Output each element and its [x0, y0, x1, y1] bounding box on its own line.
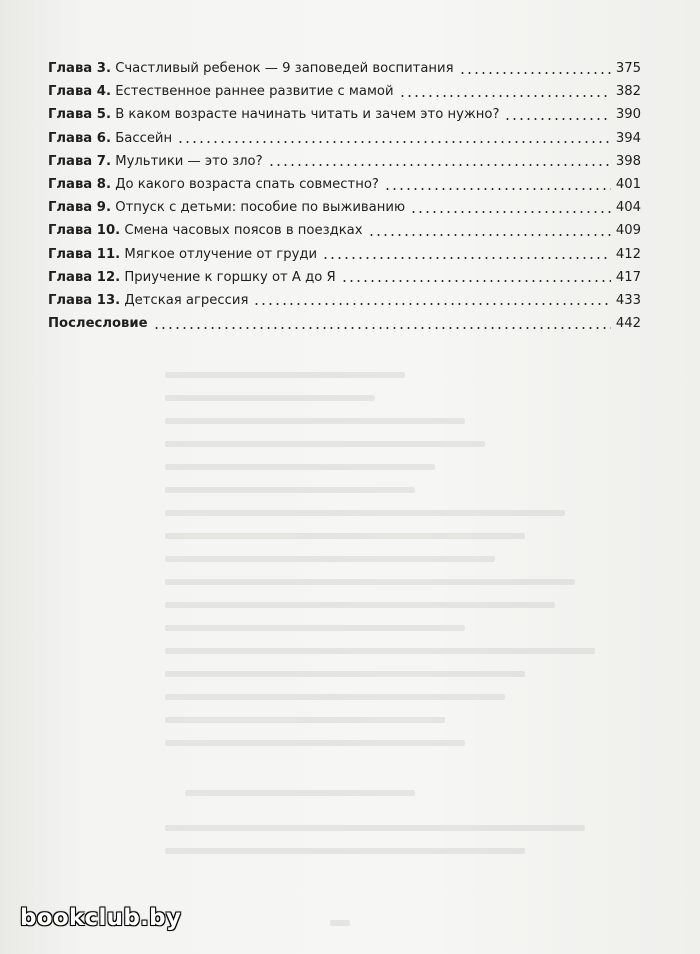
toc-entry-page: 404 — [615, 200, 641, 216]
toc-entry-title: Отпуск с детьми: пособие по выживанию — [115, 200, 406, 216]
toc-entry-page: 409 — [615, 223, 641, 239]
toc-entry — [48, 127, 641, 150]
toc-entry-page: 394 — [615, 130, 641, 146]
toc-entry-page: 390 — [615, 107, 641, 123]
toc-entry — [48, 150, 641, 173]
toc-entry-title: Смена часовых поясов в поездках — [124, 223, 363, 239]
toc-entry-number: Глава 10. — [48, 223, 121, 239]
toc-leader-dots — [177, 141, 611, 143]
toc-entry-title: В каком возрасте начинать читать и зачем это нужно? — [115, 107, 500, 123]
toc-entry — [48, 219, 641, 242]
toc-entry-number: Послесловие — [48, 316, 148, 332]
toc-entry-number: Глава 11. — [48, 246, 121, 262]
toc-entry-page: 398 — [615, 153, 641, 169]
toc-entry-page: 382 — [615, 84, 641, 100]
toc-leader-dots — [384, 188, 611, 190]
toc-entry — [48, 243, 641, 266]
toc-leader-dots — [253, 303, 610, 305]
toc-entry-title: Естественное раннее развитие с мамой — [115, 84, 394, 100]
toc-leader-dots — [459, 72, 611, 74]
toc-entry-title: Детская агрессия — [124, 292, 249, 308]
toc-entry-page: 401 — [615, 176, 641, 192]
toc-entry — [48, 57, 641, 80]
toc-entry-title: Мягкое отлучение от груди — [124, 246, 318, 262]
toc-entry-page: 375 — [615, 61, 641, 76]
toc-leader-dots — [504, 118, 610, 120]
toc-entry-page: 442 — [615, 316, 641, 332]
toc-entry-page: 433 — [615, 292, 641, 308]
toc-entry-number: Глава 5. — [48, 107, 111, 123]
toc-leader-dots — [399, 95, 611, 97]
toc-leader-dots — [153, 327, 611, 329]
toc-entry-title: Приучение к горшку от А до Я — [124, 269, 336, 285]
table-of-contents — [48, 57, 641, 335]
toc-entry-number: Глава 9. — [48, 200, 111, 216]
toc-entry — [48, 312, 641, 335]
toc-entry-title: Бассейн — [115, 130, 173, 146]
toc-entry-number: Глава 4. — [48, 84, 111, 100]
watermark-text: bookclub.by — [20, 905, 182, 931]
toc-leader-dots — [410, 211, 611, 213]
toc-entry — [48, 103, 641, 126]
toc-entry — [48, 196, 641, 219]
toc-entry-number: Глава 7. — [48, 153, 111, 169]
toc-entry-title: Счастливый ребенок — 9 заповедей воспитания — [115, 61, 454, 76]
toc-leader-dots — [341, 280, 611, 282]
toc-entry-page: 412 — [615, 246, 641, 262]
toc-leader-dots — [268, 164, 611, 166]
toc-entry-number: Глава 13. — [48, 292, 121, 308]
toc-entry — [48, 173, 641, 196]
toc-leader-dots — [322, 257, 611, 259]
toc-entry-title: Мультики — это зло? — [115, 153, 263, 169]
toc-entry — [48, 80, 641, 103]
toc-leader-dots — [368, 234, 611, 236]
toc-entry — [48, 289, 641, 312]
toc-entry-number: Глава 8. — [48, 176, 111, 192]
toc-entry-number: Глава 3. — [48, 61, 111, 76]
toc-entry-number: Глава 6. — [48, 130, 111, 146]
toc-entry-number: Глава 12. — [48, 269, 121, 285]
toc-entry-title: До какого возраста спать совместно? — [115, 176, 379, 192]
toc-entry-page: 417 — [615, 269, 641, 285]
toc-entry — [48, 266, 641, 289]
